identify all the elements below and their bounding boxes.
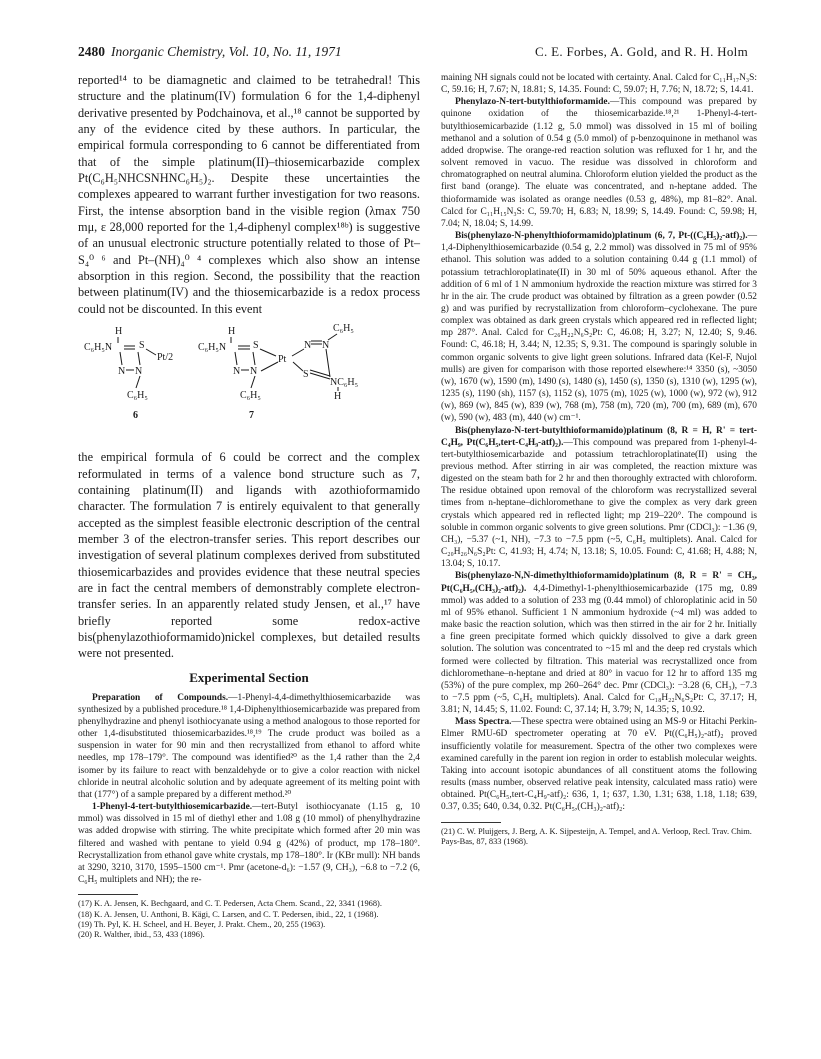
author-line: C. E. Forbes, A. Gold, and R. H. Holm: [535, 44, 748, 59]
bis-tbutyl-paragraph: [441, 425, 757, 571]
section-title: Experimental Section: [189, 669, 309, 685]
butyl-paragraph: [78, 801, 420, 886]
s7-c6h5-bottom: C₆H₅: [240, 390, 261, 402]
page-number: 2480: [78, 44, 105, 59]
azo-paragraph: [441, 96, 757, 230]
footnote-rule: [78, 894, 138, 895]
mass-spectra-paragraph: [441, 716, 757, 813]
structures-6-and-7: [78, 319, 420, 445]
mass-spectra-heading: Mass Spectra.: [455, 717, 512, 728]
bis-diphenyl-text: —1,4-Diphenylthiosemicarbazide (0.54 g, 2.2 mmol) was dissolved in 75 ml of 95% ethanol. This solution was added to a solution containing 0.44 g (1.1 mmol) of potassium tetrachloroplatinate(II) in 30 ml of 50% aqueous ethanol. After the addition of 6 ml of 1 N ammonium hydroxide the reaction mixture was stirred for 3 hr in the air. The crude product was obtained by filtration as a green powder (0.52 g) and was purified by recrystallization from chloroform–cyclohexane. The pure complex was obtained as dark green crystals which appeared red in reflected light; mp 287°. Anal. Calcd for C₂₆H₂₂N₆S₂Pt: C, 46.08; H, 3.27; N, 12.40; S, 9.46. Found: C, 46.18; H, 3.44; N, 12.35; S, 9.31. The compound is sparingly soluble in common organic solvents to give light green solutions. Infrared data (Kel-F, Nujol mulls) are given for comparison with those reported elsewhere:¹⁴ 3350 (s), ~3050 (w), 1670 (w), 1590 (m), 1490 (s), 1480 (s), 1450 (s), 1350 (s), 1310 (w), 1295 (w), 1235 (s), 1190 (sh), 1157 (s), 1152 (s), 1075 (m), 1025 (w), 1000 (w), 972 (w), 912 (w), 869 (w), 845 (w), 839 (w), 768 (m), 758 (m), 720 (m), 700 (m), 689 (m), 670 (w), 590 (w), 483 (m), 440 (w) cm⁻¹.: [441, 231, 757, 424]
footnote-rule-right: [441, 822, 501, 823]
bis-tbutyl-heading: Bis(phenylazo-N-tert-butylthioformamido)platinum (8, R = H, R' = tert-C₄H₉, Pt(C₆H₅,tert-C₄H₉-atf)₂).: [441, 425, 757, 448]
s7-pt: Pt: [278, 354, 287, 366]
s7-h-bottom: H: [334, 391, 342, 403]
s7-s1: S: [253, 340, 259, 352]
continuation-paragraph: maining NH signals could not be located with certainty. Anal. Calcd for C₁₁H₁₇N₃S: C, 59.16; H, 7.67; N, 18.81; S, 14.35. Found: C, 59.07; H, 7.76; N, 18.72; S, 14.41.: [441, 73, 757, 96]
prep-text: —1-Phenyl-4,4-dimethylthiosemicarbazide was synthesized by a published procedure.¹⁸ 1,4-Diphenylthiosemicarbazide was prepared from phenylhydrazine and phenyl isothiocyanate using a method analogous to those reported for other 1,4-disubstituted thiosemicarbazides.¹⁸,¹⁹ The crude product was boiled as a suspension in water for 90 min and then recrystallized from ethanol to afford white needles, mp 178–179°. The compound was identified²⁰ as the 1,4 rather than the 2,4 isomer by its failure to react with benzaldehyde or to give a color reaction with nickel chloride in neutral alcoholic solution and by adequate agreement of its melting point with that (177°) of a sample prepared by a different method.²⁰: [78, 692, 420, 800]
s6-pt2: Pt/2: [157, 352, 174, 364]
page-header: [78, 44, 748, 62]
s7-s2: S: [303, 369, 309, 381]
footnote-21: (21) C. W. Pluijgers, J. Berg, A. K. Sijpesteijn, A. Tempel, and A. Verloop, Recl. Trav. Chim. Pays-Bas, 87, 833 (1968).: [441, 826, 752, 846]
s7-c6h5-top: C₆H₅: [333, 323, 354, 335]
butyl-heading: 1-Phenyl-4-tert-butylthiosemicarbazide.: [92, 802, 253, 813]
azo-text: —This compound was prepared by quinone oxidation of the thiosemicarbazide.¹⁸,²¹ 1-Phenyl-4-tert-butylthiosemicarbazide (1.12 g, 5.0 mmol) was dissolved in 15 ml of boiling methanol and a solution of 0.54 g (5.0 mmol) of p-benzoquinone in methanol was added dropwise. The orange-red reaction solution was refluxed for 1 hr, and the solvent removed in vacuo. The residue was dissolved in chloroform and chromatographed on neutral alumina. Chloroform elution yielded the product as the first band (orange). The eluate was concentrated, and n-heptane added. The thioformamide was isolated as orange needles (0.53 g, 48%), mp 81–82°. Anal. Calcd for C₁₁H₁₅N₃S: C, 59.70; H, 6.83; N, 18.99; S, 14.49. Found: C, 59.98; H, 7.04; N, 18.04; S, 14.99.: [441, 97, 757, 229]
journal-citation: Inorganic Chemistry, Vol. 10, No. 11, 1971: [111, 44, 342, 59]
s6-n1: N: [118, 366, 126, 378]
s6-c6h5n: C₆H₅N: [84, 342, 113, 354]
s6-c6h5: C₆H₅: [127, 390, 148, 402]
footnote-17: (17) K. A. Jensen, K. Bechgaard, and C. T. Pedersen, Acta Chem. Scand., 22, 3341 (1968).: [78, 899, 382, 909]
footnote-20: (20) R. Walther, ibid., 53, 433 (1896).: [78, 930, 205, 940]
s6-s: S: [139, 340, 145, 352]
discussion-paragraph: the empirical formula of 6 could be correct and the complex reformulated in terms of a valence bond structure such as 7, containing platinum(II) and ligands with azothioformamido character. The formulation 7 is entirely equivalent to that generally accepted as the simplest feasible electronic description of the central member 3 of the electron-transfer series. This report describes our investigation of several platinum complexes derived from substituted thiosemicarbazides and provides evidence that these neutral species are in fact the central members of demonstrably complete electron-transfer series. In an apparently related study Jensen, et al.,¹⁷ have briefly reported some redox-active bis(phenylazothioformamido)nickel complexes, but detailed results were not presented.: [78, 450, 420, 661]
s7-n3: N: [304, 340, 312, 352]
azo-heading: Phenylazo-N-tert-butylthioformamide.: [455, 97, 610, 108]
s7-label: 7: [249, 410, 254, 422]
right-column: [441, 72, 757, 847]
intro-paragraph: reported¹⁴ to be diamagnetic and claimed to be tetrahedral! This structure and the platinum(IV) formulation 6 for the 1,4-diphenyl derivative presented by Podchainova, et al.,¹⁸ cannot be supported by any of the evidence cited by these authors. In particular, the empirical formula corresponding to 6 cannot be differentiated from that of the simple platinum(II)–thiosemicarbazide complex Pt(C₆H₅NHCSNHNC₆H₅)₂. Despite these uncertainties the complexes appeared to warrant further investigation for two reasons. First, the intense absorption band in the visible region (λmax 750 mμ, ε 28,000 reported for the 1,4-diphenyl complex¹⁸ᵇ) is suggestive of an unusual electronic structure potentially related to those of Pt–S₄⁰ ⁶ and Pt–(NH)₄⁰ ⁴ complexes which also show an intense absorption in this region. Second, the possibility that the reaction between platinum(IV) and the thiosemicarbazide is a redox process could not be discounted. In this event: [78, 73, 420, 316]
s7-h-top: H: [228, 326, 236, 338]
bis-dimethyl-heading: Bis(phenylazo-N,N-dimethylthioformamido)platinum (8, R = R' = CH₃, Pt(C₆H₅,(CH₃)₂-atf)₂).: [441, 571, 757, 594]
bis-tbutyl-text: —This compound was prepared from 1-phenyl-4-tert-butylthiosemicarbazide and potassium tetrachloroplatinate(II) using the previous method. After stirring in air was completed, the reaction mixture was digested on the steam bath for 2 hr and then thoroughly extracted with chloroform. The residue obtained upon removal of the chloroform was recrystallized several times from n-heptane–dichloromethane to give the complex as very dark green crystals which appeared red in reflected light; mp 219–220°. The compound is soluble in common organic solvents to give green solutions. Pmr (CDCl₃): −1.36 (9, CH₃), −5.37 (~1, NH), −7.3 to −7.5 ppm (~5, C₆H₅ multiplets). Anal. Calcd for C₂₀H₂₆N₆S₂Pt: C, 41.93; H, 4.74; N, 13.18; S, 10.05. Found: C, 41.68; H, 4.88; N, 13.04; S, 10.17.: [441, 437, 757, 570]
s7-nc6h5: NC₆H₅: [330, 377, 359, 389]
bis-dimethyl-paragraph: [441, 570, 757, 716]
s7-n2: N: [250, 366, 258, 378]
s7-n4: N: [322, 340, 330, 352]
s6-label: 6: [133, 410, 138, 422]
running-head-left: [78, 44, 342, 60]
left-column: [78, 72, 420, 941]
s7-n1: N: [233, 366, 241, 378]
structure-figure: [78, 319, 420, 445]
s6-h: H: [115, 326, 123, 338]
s7-c6h5n: C₆H₅N: [198, 342, 227, 354]
bis-diphenyl-heading: Bis(phenylazo-N-phenylthioformamido)platinum (6, 7, Pt-((C₆H₅)₂-atf)₂).: [455, 231, 748, 242]
prep-heading: Preparation of Compounds.: [92, 692, 229, 703]
butyl-text: —tert-Butyl isothiocyanate (1.15 g, 10 mmol) was dissolved in 15 ml of diethyl ether and 1.08 g (10 mmol) of phenylhydrazine was added dropwise with stirring. The white precipitate which formed after 20 min was filtered and washed with pentane to yield 0.94 g (42%) of product, mp 178–180°. Recrystallization from ethanol gave white crystals, mp 178–180°. Ir (KBr mull): NH bands at 3290, 3210, 3170, 1595–1500 cm⁻¹. Pmr (acetone-d₆): −1.57 (9, CH₃), −6.8 to −7.2 (6, C₆H₅ multiplets and NH); the re-: [78, 802, 420, 885]
bis-dimethyl-text: 4,4-Dimethyl-1-phenylthiosemicarbazide (175 mg, 0.89 mmol) was added to a solution of 233 mg (0.44 mmol) of chloroplatinic acid in 50 ml of 95% ethanol. Sufficient 1 N ammonium hydroxide (~4 ml) was added to make basic the reaction solution, which was then stirred in the air for 2 hr. Initially a fine green precipitate formed which quickly dissolved to give a dark green solution. The solution was concentrated to ~15 ml and the deep red crystals which formed were collected by filtration. This material was recrystallized once from dichloromethane–n-heptane and dried at 80° in vacuo for 12 hr to afford 135 mg (53%) of the pure complex, mp 260–264° dec. Pmr (CDCl₃): −3.28 (6, CH₃), −7.3 to −7.5 ppm (~5, C₆H₅ multiplets). Anal. Calcd for C₁₈H₂₂N₆S₂Pt: C, 37.17; H, 3.81; N, 14.45; S, 11.02. Found: C, 37.14; H, 3.79; N, 14.35; S, 10.92.: [441, 583, 758, 716]
prep-paragraph: [78, 692, 420, 801]
footnote-18: (18) K. A. Jensen, U. Anthoni, B. Kägi, C. Larsen, and C. T. Pedersen, ibid., 22, 1 (1968).: [78, 909, 379, 919]
mass-spectra-text: —These spectra were obtained using an MS-9 or Hitachi Perkin-Elmer RMU-6D spectrometer operating at 70 eV. Pt((C₆H₅)₂-atf)₂ proved insufficiently volatile for measurement. Spectra of the other two complexes were examined carefully in the parent ion region in order to establish molecular weights. Taking into account isotopic abundances of all constituent atoms the following results (mass number, observed relative peak intensity, calculated mass ratio) were obtained. Pt(C₆H₅,tert-C₄H₉-atf)₂: 636, 1, 1; 637, 1.30, 1.31; 638, 1.18, 1.18; 639, 0.37, 0.35; 640, 0.34, 0.32. Pt(C₆H₅,(CH₃)₂-atf)₂:: [441, 717, 758, 813]
bis-diphenyl-paragraph: [441, 230, 757, 425]
s6-n2: N: [135, 366, 143, 378]
footnote-19: (19) Th. Pyl, K. H. Scheel, and H. Beyer, J. Prakt. Chem., 20, 255 (1963).: [78, 919, 326, 929]
